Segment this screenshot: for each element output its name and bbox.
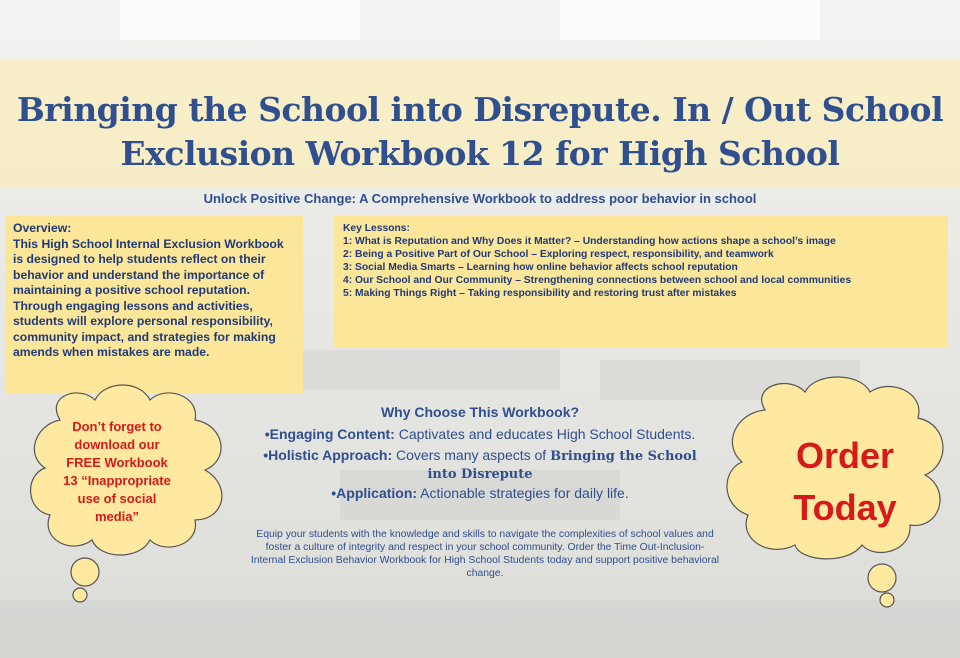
overview-heading: Overview: <box>13 221 72 235</box>
equip-text: Equip your students with the knowledge and skills to navigate the complexities of school values and foster a culture of integrity and respect in your school community. Order the Time Out-Inclusion- Internal Exclusion Behavior Workbook for High School Students today and support positive behavioral change. <box>250 529 720 579</box>
cloud-left-line: download our <box>74 437 160 452</box>
title-line-2: Exclusion Workbook 12 for High School <box>120 134 840 173</box>
holistic-bold-1: Bringing the School <box>550 449 697 464</box>
today-line: Today <box>793 487 897 528</box>
cloud-left-line: use of social <box>77 491 157 506</box>
holistic-bold-2: into Disrepute <box>427 467 533 482</box>
key-lessons-heading: Key Lessons: <box>343 223 410 234</box>
engaging-label: •Engaging Content: <box>264 426 395 442</box>
cloud-left-line: Don’t forget to <box>72 419 162 434</box>
holistic-label: •Holistic Approach: <box>263 447 393 463</box>
cloud-left-text <box>52 418 182 526</box>
order-today-callout[interactable] <box>770 430 920 534</box>
overview-body: This High School Internal Exclusion Workbook is designed to help students reflect on their behavior and understand the importance of maintaining a positive school reputation. Through engaging lessons and activities, students will explore personal responsibility, community impact, and strategies for making amends when mistakes are made. <box>13 236 284 359</box>
lesson-item: 2: Being a Positive Part of Our School – Exploring respect, responsibility, and teamwork <box>343 249 774 260</box>
lesson-item: 3: Social Media Smarts – Learning how online behavior affects school reputation <box>343 262 738 273</box>
engaging-text: Captivates and educates High School Students. <box>394 426 696 442</box>
application-text: Actionable strategies for daily life. <box>417 485 629 501</box>
holistic-text: Covers many aspects of <box>392 447 551 463</box>
cloud-left-line: media” <box>94 509 140 524</box>
order-line: Order <box>795 435 895 476</box>
why-heading: Why Choose This Workbook? <box>380 404 580 420</box>
subtitle: Unlock Positive Change: A Comprehensive Workbook to address poor behavior in school <box>203 191 757 206</box>
cloud-left-line: 13 “Inappropriate <box>63 473 171 488</box>
cloud-left-line: FREE Workbook <box>66 455 168 470</box>
lesson-item: 5: Making Things Right – Taking responsibility and restoring trust after mistakes <box>343 288 737 299</box>
lesson-item: 4: Our School and Our Community – Strengthening connections between school and local communities <box>343 275 852 286</box>
title-line-1: Bringing the School into Disrepute. In / Out School <box>16 90 944 129</box>
lesson-item: 1: What is Reputation and Why Does it Matter? – Understanding how actions shape a school’s image <box>343 236 836 247</box>
application-label: •Application: <box>331 485 418 501</box>
